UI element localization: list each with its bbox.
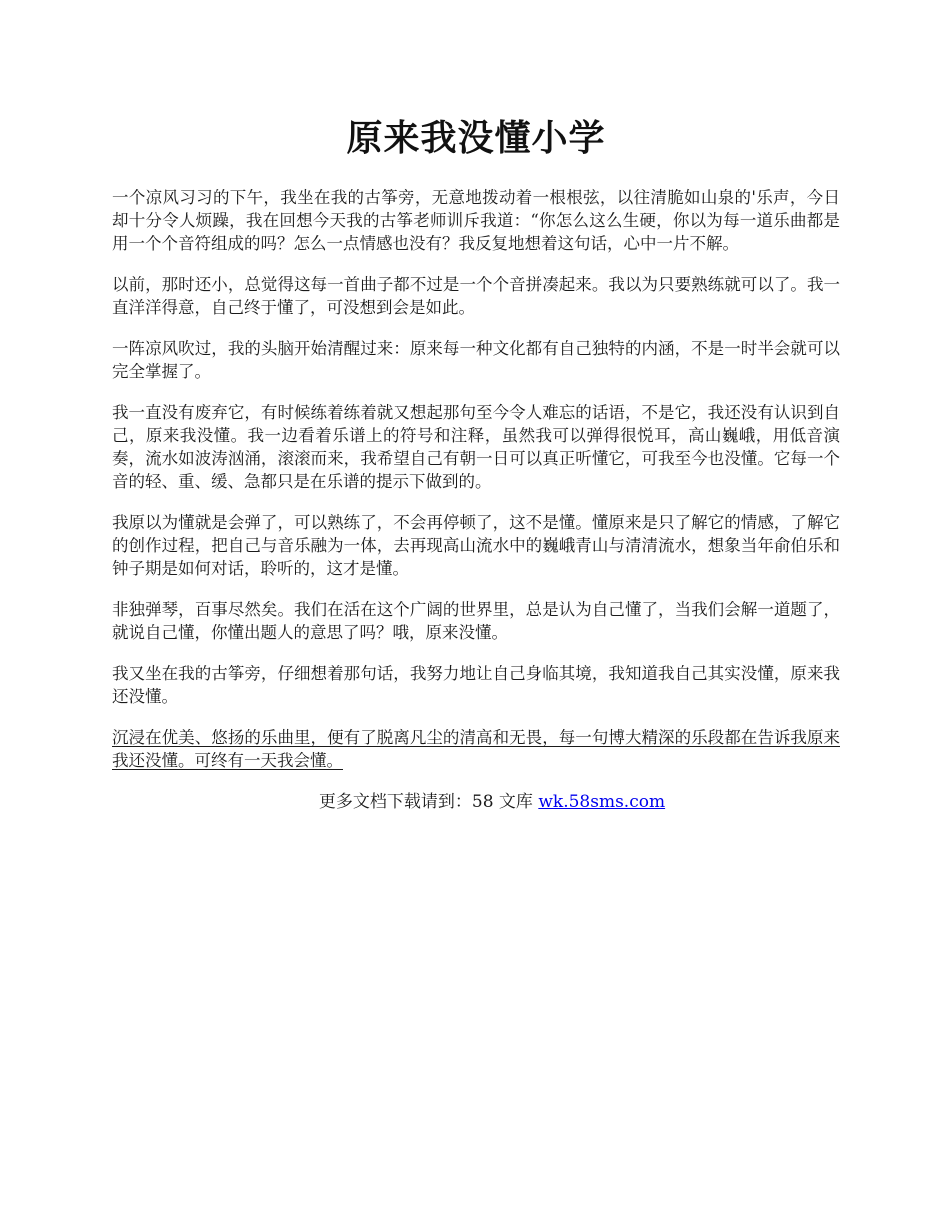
footer-link[interactable]: wk.58sms.com: [538, 792, 666, 812]
footer-prefix: 更多文档下载请到：58 文库: [318, 792, 539, 812]
paragraph-5: 我原以为懂就是会弹了，可以熟练了，不会再停顿了，这不是懂。懂原来是只了解它的情感，了解它的创作过程，把自己与音乐融为一体，去再现高山流水中的巍峨青山与清清流水，想象当年俞伯乐和钟子期是如何对话，聆听的，这才是懂。: [112, 513, 840, 578]
paragraph-8-underlined: 沉浸在优美、悠扬的乐曲里，便有了脱离凡尘的清高和无畏，每一句博大精深的乐段都在告诉我原来我还没懂。可终有一天我会懂。: [112, 728, 840, 770]
paragraph-2: 以前，那时还小，总觉得这每一首曲子都不过是一个个音拼凑起来。我以为只要熟练就可以了。我一直洋洋得意，自己终于懂了，可没想到会是如此。: [112, 275, 840, 317]
paragraph-7: 我又坐在我的古筝旁，仔细想着那句话，我努力地让自己身临其境，我知道我自己其实没懂，原来我还没懂。: [112, 664, 840, 706]
paragraph-6: 非独弹琴，百事尽然矣。我们在活在这个广阔的世界里，总是认为自己懂了，当我们会解一道题了，就说自己懂，你懂出题人的意思了吗？哦，原来没懂。: [112, 600, 840, 642]
paragraph-1: 一个凉风习习的下午，我坐在我的古筝旁，无意地拨动着一根根弦，以往清脆如山泉的'乐声，今日却十分令人烦躁，我在回想今天我的古筝老师训斥我道：“你怎么这么生硬，你以为每一道乐曲都是用一个个音符组成的吗？怎么一点情感也没有？我反复地想着这句话，心中一片不解。: [112, 188, 840, 253]
document-body: [112, 186, 840, 772]
document-title: 原来我没懂小学: [346, 117, 606, 159]
download-footer: [112, 790, 840, 814]
paragraph-3: 一阵凉风吹过，我的头脑开始清醒过来：原来每一种文化都有自己独特的内涵，不是一时半会就可以完全掌握了。: [112, 339, 840, 381]
paragraph-4: 我一直没有废弃它，有时候练着练着就又想起那句至今令人难忘的话语，不是它，我还没有认识到自己，原来我没懂。我一边看着乐谱上的符号和注释，虽然我可以弹得很悦耳，高山巍峨，用低音演奏，流水如波涛汹涌，滚滚而来，我希望自己有朝一日可以真正听懂它，可我至今也没懂。它每一个音的轻、重、缓、急都只是在乐谱的提示下做到的。: [112, 403, 840, 491]
document-page: [112, 0, 840, 814]
